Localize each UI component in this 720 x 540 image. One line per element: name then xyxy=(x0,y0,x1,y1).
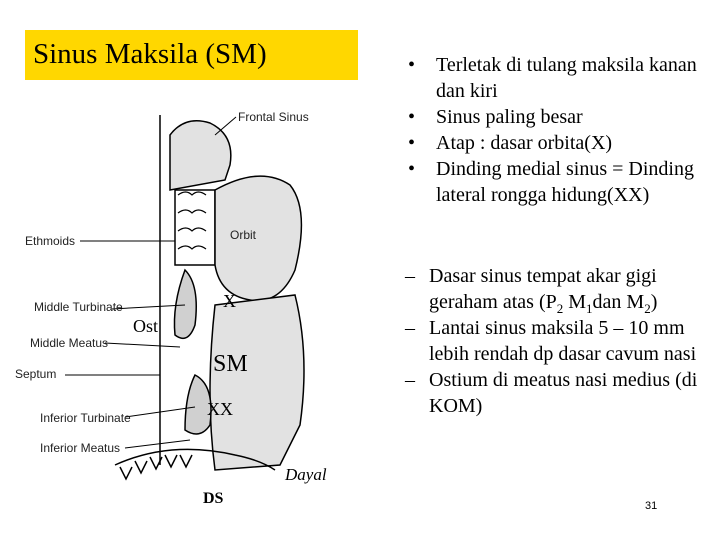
marker-x: X xyxy=(223,291,236,311)
bullet-list xyxy=(408,52,708,208)
label-frontal-sinus: Frontal Sinus xyxy=(238,110,309,124)
label-middle-meatus: Middle Meatus xyxy=(30,336,109,350)
marker-ost: Ost xyxy=(133,316,159,336)
marker-xx: XX xyxy=(207,399,233,419)
orbit-shape xyxy=(215,176,301,301)
bullet-item: • Dinding medial sinus = Dinding lateral rongga hidung(XX) xyxy=(408,158,694,206)
slide-title: Sinus Maksila (SM) xyxy=(33,38,267,70)
sub-item: – Lantai sinus maksila 5 – 10 mm lebih rendah dp dasar cavum nasi xyxy=(405,317,697,365)
signature: Dayal xyxy=(285,465,327,484)
middle-turbinate-shape xyxy=(174,270,196,338)
ethmoid-cells xyxy=(175,190,215,265)
title-box xyxy=(25,30,358,80)
sub-item: – Ostium di meatus nasi medius (di KOM) xyxy=(405,369,698,417)
label-middle-turbinate: Middle Turbinate xyxy=(34,300,123,314)
label-inferior-turbinate: Inferior Turbinate xyxy=(40,411,131,425)
page-number: 31 xyxy=(645,500,658,512)
bullet-item: • Terletak di tulang maksila kanan dan kiri xyxy=(408,54,697,102)
bullet-item: • Atap : dasar orbita(X) xyxy=(408,132,613,154)
label-septum: Septum xyxy=(15,367,57,381)
marker-sm: SM xyxy=(213,351,248,377)
label-orbit: Orbit xyxy=(230,228,257,242)
maxillary-sinus-shape xyxy=(210,295,304,470)
marker-ds: DS xyxy=(203,490,224,507)
frontal-sinus-shape xyxy=(170,121,231,190)
sub-item: – Dasar sinus tempat akar gigi geraham atas ($P_2$ $M_1dan$ $M_2$) xyxy=(405,265,658,316)
label-ethmoids: Ethmoids xyxy=(25,234,76,248)
sub-list xyxy=(405,263,705,419)
bullet-item: • Sinus paling besar xyxy=(408,106,583,128)
sinus-anatomy-figure xyxy=(10,95,355,535)
label-inferior-meatus: Inferior Meatus xyxy=(40,441,121,455)
